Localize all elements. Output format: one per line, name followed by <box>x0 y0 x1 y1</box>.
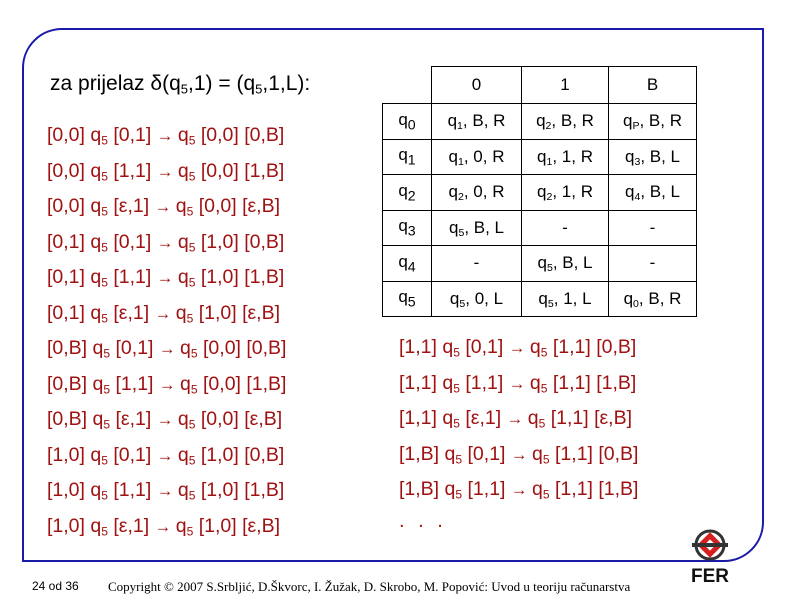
transition-line: [0,1] $q_5$ $[0,1] \to q_5$ [1,0] [0,B] <box>47 225 377 261</box>
transition-cell: $q_P$, B, R <box>609 104 697 140</box>
transition-line: [1,0] $q_5$ $[\varepsilon,1] \to q_5$ [1,0] [ε,B] <box>47 509 377 545</box>
right-transition-list <box>399 330 729 540</box>
state-label: $q_2$ <box>383 175 432 211</box>
table-row <box>383 139 697 175</box>
transition-table <box>382 66 697 317</box>
transition-cell: $q_5$, 0, L <box>432 281 522 317</box>
logo-text: FER <box>691 566 729 587</box>
transition-cell: $q_1$, B, R <box>432 104 522 140</box>
arrow-icon: → <box>154 197 172 216</box>
transition-cell: $q_5$, B, L <box>432 210 522 246</box>
table-corner <box>383 67 432 104</box>
table-header-cell: B <box>609 67 697 104</box>
transition-cell: $q_2$, 0, R <box>432 175 522 211</box>
arrow-icon: → <box>510 444 528 464</box>
page-number: 24 od 36 <box>32 579 79 593</box>
state-label: $q_0$ <box>383 104 432 140</box>
transition-cell: $q_0$, B, R <box>609 281 697 317</box>
left-transition-list <box>47 118 377 544</box>
transition-line: [0,B] $q_5$ $[1,1] \to q_5$ [0,0] [1,B] <box>47 367 377 403</box>
table-header-row <box>383 67 697 104</box>
transition-line: [0,B] $q_5$ $[0,1] \to q_5$ [0,0] [0,B] <box>47 331 377 367</box>
table-row <box>383 246 697 282</box>
arrow-icon: → <box>156 161 174 181</box>
table-header-cell: 1 <box>522 67 609 104</box>
arrow-icon: → <box>156 126 174 145</box>
copyright-notice: Copyright © 2007 S.Srbljić, D.Škvorc, I. Žužak, D. Skrobo, M. Popović: Uvod u teoriju računarstva <box>108 579 631 594</box>
ellipsis: . . . <box>399 509 447 532</box>
transition-cell: $q_5$, B, L <box>522 246 609 282</box>
state-label: $q_4$ <box>383 246 432 282</box>
arrow-icon: → <box>508 373 526 393</box>
slide-title: za prijelaz $\delta(q_5,1) = (q_5,1,L)$: <box>50 72 311 97</box>
transition-cell: $q_1$, 0, R <box>432 139 522 175</box>
transition-cell: $q_4$, B, L <box>609 175 697 211</box>
table-row <box>383 210 697 246</box>
transition-cell: $q_3$, B, L <box>609 139 697 175</box>
arrow-icon: → <box>156 232 174 252</box>
arrow-icon: → <box>158 339 176 358</box>
table-row <box>383 281 697 317</box>
transition-line: [0,0] $q_5$ $[1,1] \to q_5$ [0,0] [1,B] <box>47 154 377 190</box>
table-row <box>383 175 697 211</box>
transition-cell: $q_5$, 1, L <box>522 281 609 317</box>
arrow-icon: → <box>156 481 174 500</box>
transition-cell: $q_2$, 1, R <box>522 175 609 211</box>
transition-line: [0,0] $q_5$ $[\varepsilon,1] \to q_5$ [0,0] [ε,B] <box>47 189 377 225</box>
arrow-icon: → <box>510 480 528 499</box>
state-label: $q_1$ <box>383 139 432 175</box>
transition-line: [1,0] $q_5$ $[0,1] \to q_5$ [1,0] [0,B] <box>47 438 377 474</box>
transition-line: [0,1] $q_5$ $[\varepsilon,1] \to q_5$ [1,0] [ε,B] <box>47 296 377 332</box>
table-header-cell: 0 <box>432 67 522 104</box>
state-label: $q_3$ <box>383 210 432 246</box>
arrow-icon: → <box>156 445 174 465</box>
transition-cell: - <box>609 210 697 246</box>
transition-cell: - <box>432 246 522 282</box>
arrow-icon: → <box>508 338 526 357</box>
transition-line: [1,1] $q_5$ $[\varepsilon,1] \to q_5$ [1,1] [ε,B] <box>399 401 729 437</box>
transition-cell: $q_1$, 1, R <box>522 139 609 175</box>
transition-line: [1,B] $q_5$ $[1,1] \to q_5$ [1,1] [1,B] <box>399 472 729 508</box>
transition-line: [1,B] $q_5$ $[0,1] \to q_5$ [1,1] [0,B] <box>399 437 729 473</box>
transition-cell: - <box>609 246 697 282</box>
arrow-icon: → <box>154 303 172 323</box>
delta-symbol: δ <box>150 72 163 95</box>
transition-cell: $q_2$, B, R <box>522 104 609 140</box>
arrow-icon: → <box>154 516 172 536</box>
transition-line: [0,0] $q_5$ $[0,1] \to q_5$ [0,0] [0,B] <box>47 118 377 154</box>
arrow-icon: → <box>506 409 524 428</box>
arrow-icon: → <box>156 268 174 287</box>
transition-line: [1,1] $q_5$ $[1,1] \to q_5$ [1,1] [1,B] <box>399 366 729 402</box>
transition-line: [1,0] $q_5$ $[1,1] \to q_5$ [1,0] [1,B] <box>47 473 377 509</box>
state-label: $q_5$ <box>383 281 432 317</box>
transition-cell: - <box>522 210 609 246</box>
transition-line: [0,1] $q_5$ $[1,1] \to q_5$ [1,0] [1,B] <box>47 260 377 296</box>
arrow-icon: → <box>156 410 174 429</box>
table-row <box>383 104 697 140</box>
arrow-icon: → <box>158 374 176 394</box>
transition-line: [0,B] $q_5$ $[\varepsilon,1] \to q_5$ [0,0] [ε,B] <box>47 402 377 438</box>
transition-line: [1,1] $q_5$ $[0,1] \to q_5$ [1,1] [0,B] <box>399 330 729 366</box>
